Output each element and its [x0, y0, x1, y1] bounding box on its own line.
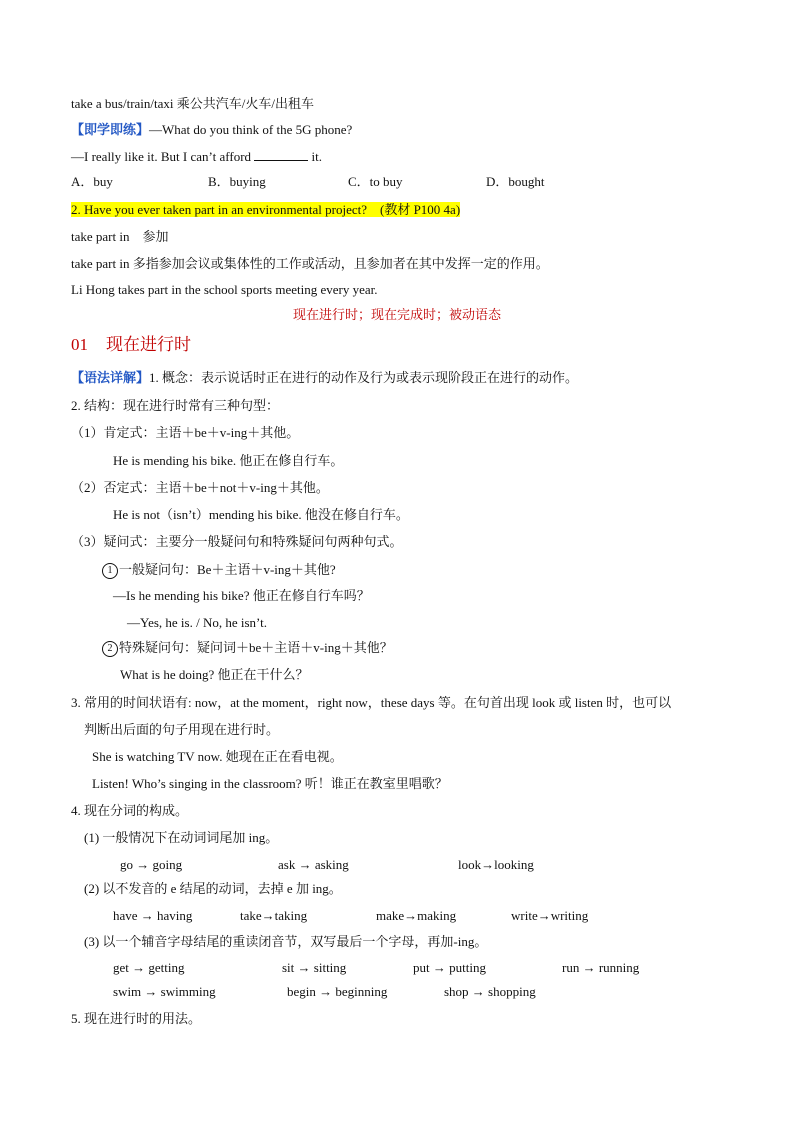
word-pair: run → running [562, 960, 640, 975]
special-question-text: 特殊疑问句：疑问词＋be＋主语＋v-ing＋其他？ [119, 640, 393, 655]
word-pair: begin → beginning [287, 984, 388, 999]
section-number: 01 [71, 335, 88, 354]
practice-answer-line [71, 148, 322, 166]
grammar-g3-example-2: Listen! Who’s singing in the classroom? 听！谁正在教室里唱歌？ [92, 776, 448, 791]
grammar-g5: 5. 现在进行时的用法。 [71, 1011, 202, 1026]
grammar-g2-1-example: He is mending his bike. 他正在修自行车。 [113, 453, 344, 468]
word-pair: have → having [113, 908, 193, 923]
item-2-heading [71, 201, 460, 219]
special-question-example: What is he doing? 他正在干什么？ [120, 667, 309, 682]
grammar-g4: 4. 现在分词的构成。 [71, 803, 189, 818]
grammar-g4-3: (3) 以一个辅音字母结尾的重读闭音节，双写最后一个字母，再加-ing。 [84, 934, 488, 949]
grammar-g1-text: 1. 概念：表示说话时正在进行的动作及行为或表示现阶段正在进行的动作。 [149, 370, 579, 385]
grammar-g2-1: （1）肯定式：主语＋be＋v-ing＋其他。 [71, 425, 300, 440]
section-title-text: 现在进行时 [106, 335, 191, 354]
grammar-g1 [71, 369, 578, 387]
word-pair: go → going [120, 857, 183, 872]
take-part-def: take part in 参加 [71, 229, 169, 244]
word-pair: get → getting [113, 960, 185, 975]
option-a: A．buy [71, 174, 113, 189]
item-2-text: 2. Have you ever taken part in an environmental project? (教材 P100 4a) [71, 202, 461, 217]
practice-tag: 【即学即练】 [71, 122, 150, 137]
phrase-take-bus: take a bus/train/taxi 乘公共汽车/火车/出租车 [71, 96, 314, 111]
grammar-g2-3: （3）疑问式：主要分一般疑问句和特殊疑问句两种句式。 [71, 534, 403, 549]
word-pair: put → putting [413, 960, 486, 975]
g4-1-examples [120, 856, 680, 874]
grammar-special-question [102, 639, 393, 657]
circled-number-2: 2 [102, 641, 118, 657]
word-pair: sit → sitting [282, 960, 347, 975]
grammar-g4-1: (1) 一般情况下在动词词尾加 ing。 [84, 830, 279, 845]
word-pair: ask → asking [278, 857, 349, 872]
general-question-example-2: —Yes, he is. / No, he isn’t. [127, 615, 268, 630]
practice-question [71, 121, 352, 139]
take-part-example: Li Hong takes part in the school sports meeting every year. [71, 282, 378, 297]
answer-blank [254, 148, 308, 161]
grammar-tag: 【语法详解】 [71, 370, 150, 385]
word-pair: make→making [376, 908, 457, 923]
grammar-g4-2: (2) 以不发音的 e 结尾的动词，去掉 e 加 ing。 [84, 881, 342, 896]
word-pair: look→looking [458, 857, 534, 872]
center-heading: 现在进行时；现在完成时；被动语态 [292, 307, 501, 322]
word-pair: write→writing [511, 908, 589, 923]
option-b: B．buying [208, 174, 266, 189]
practice-q2-a: —I really like it. But I can’t afford [71, 149, 255, 164]
option-c: C．to buy [348, 174, 403, 189]
option-d: D．bought [486, 174, 545, 189]
practice-q2-b: it. [308, 149, 323, 164]
take-part-note: take part in 多指参加会议或集体性的工作或活动，且参加者在其中发挥一定的作用。 [71, 256, 549, 271]
grammar-g2-2-example: He is not（isn’t）mending his bike. 他没在修自行车。 [113, 507, 409, 522]
general-question-example-1: —Is he mending his bike? 他正在修自行车吗？ [113, 588, 370, 603]
practice-options [71, 173, 571, 191]
word-pair: swim → swimming [113, 984, 216, 999]
word-pair: take→taking [240, 908, 308, 923]
word-pair: shop → shopping [444, 984, 536, 999]
general-question-text: 一般疑问句：Be＋主语＋v-ing＋其他? [119, 562, 336, 577]
grammar-g3-b: 判断出后面的句子用现在进行时。 [84, 722, 280, 737]
grammar-g2: 2. 结构：现在进行时常有三种句型： [71, 398, 280, 413]
grammar-g3-example-1: She is watching TV now. 她现在正在看电视。 [92, 749, 343, 764]
g4-3-examples-2 [113, 983, 673, 1001]
section-title [71, 334, 191, 356]
g4-3-examples-1 [113, 959, 673, 977]
grammar-general-question [102, 561, 336, 579]
grammar-g3-a: 3. 常用的时间状语有: now，at the moment，right now，these days 等。在句首出现 look 或 listen 时，也可以 [71, 695, 672, 710]
grammar-g2-2: （2）否定式：主语＋be＋not＋v-ing＋其他。 [71, 480, 329, 495]
practice-q1: —What do you think of the 5G phone? [149, 122, 353, 137]
g4-2-examples [113, 907, 673, 925]
circled-number-1: 1 [102, 563, 118, 579]
